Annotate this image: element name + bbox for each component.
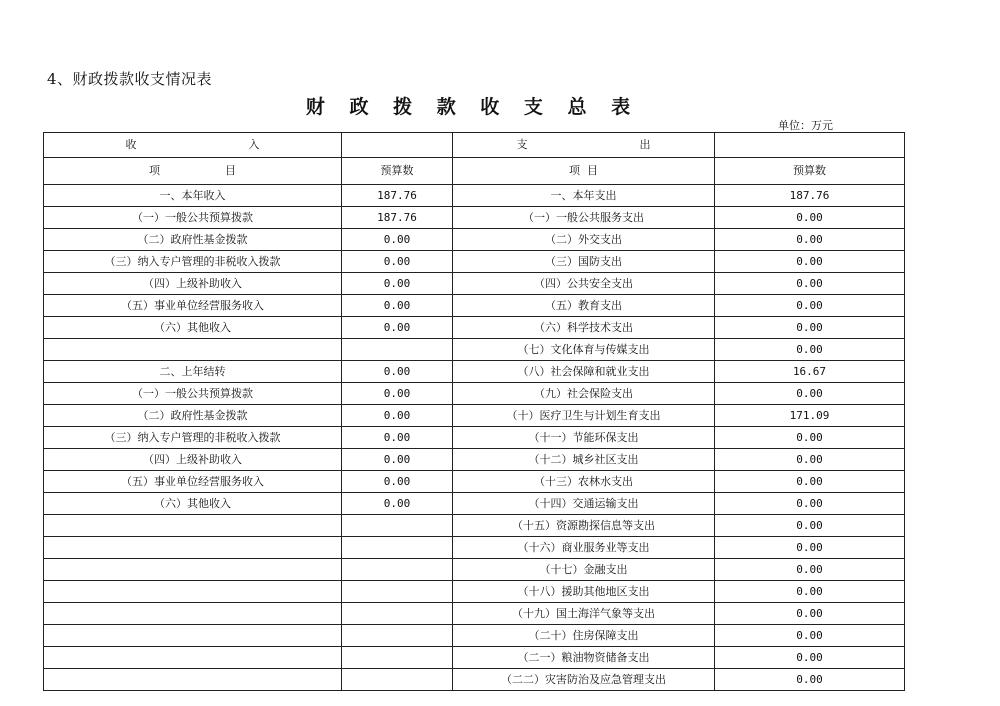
- expense-value-cell: 0.00: [715, 647, 905, 669]
- table-row: [44, 207, 905, 229]
- income-group-blank: [342, 133, 453, 158]
- table-row: [44, 273, 905, 295]
- table-row: [44, 581, 905, 603]
- income-value-cell: 0.00: [342, 361, 453, 383]
- income-budget-header: 预算数: [342, 158, 453, 185]
- income-value-cell: 0.00: [342, 405, 453, 427]
- expense-item-cell: （一）一般公共服务支出: [453, 207, 715, 229]
- income-value-cell: [342, 669, 453, 691]
- expense-group-label-b: 出: [639, 138, 651, 151]
- income-value-cell: 0.00: [342, 383, 453, 405]
- income-value-cell: 0.00: [342, 471, 453, 493]
- income-item-cell: [44, 647, 342, 669]
- table-row: [44, 449, 905, 471]
- income-item-cell: （三）纳入专户管理的非税收入拨款: [44, 251, 342, 273]
- table-row: [44, 185, 905, 207]
- expense-value-cell: 0.00: [715, 559, 905, 581]
- income-item-cell: [44, 339, 342, 361]
- income-item-cell: （四）上级补助收入: [44, 273, 342, 295]
- table-row: [44, 361, 905, 383]
- table-row: [44, 559, 905, 581]
- expense-item-cell: （四）公共安全支出: [453, 273, 715, 295]
- table-row: [44, 339, 905, 361]
- income-value-cell: 0.00: [342, 317, 453, 339]
- income-value-cell: [342, 603, 453, 625]
- income-item-header: [44, 158, 342, 185]
- income-value-cell: 0.00: [342, 449, 453, 471]
- expense-value-cell: 0.00: [715, 427, 905, 449]
- expense-group-label-a: 支: [516, 138, 528, 151]
- fiscal-appropriation-table: [43, 132, 905, 691]
- expense-item-header: 项 目: [453, 158, 715, 185]
- expense-budget-header: 预算数: [715, 158, 905, 185]
- expense-value-cell: 0.00: [715, 515, 905, 537]
- income-item-cell: （三）纳入专户管理的非税收入拨款: [44, 427, 342, 449]
- expense-item-cell: （十三）农林水支出: [453, 471, 715, 493]
- table-row: [44, 405, 905, 427]
- table-row: [44, 537, 905, 559]
- expense-item-cell: （二二）灾害防治及应急管理支出: [453, 669, 715, 691]
- expense-item-cell: 一、本年支出: [453, 185, 715, 207]
- income-item-cell: [44, 625, 342, 647]
- income-item-cell: （四）上级补助收入: [44, 449, 342, 471]
- table-row: [44, 251, 905, 273]
- income-item-cell: [44, 559, 342, 581]
- expense-group-blank: [715, 133, 905, 158]
- expense-value-cell: 0.00: [715, 339, 905, 361]
- income-item-cell: [44, 603, 342, 625]
- income-value-cell: [342, 339, 453, 361]
- income-value-cell: [342, 581, 453, 603]
- expense-value-cell: 0.00: [715, 493, 905, 515]
- expense-value-cell: 16.67: [715, 361, 905, 383]
- expense-item-cell: （八）社会保障和就业支出: [453, 361, 715, 383]
- income-item-cell: （二）政府性基金拨款: [44, 405, 342, 427]
- expense-item-cell: （十）医疗卫生与计划生育支出: [453, 405, 715, 427]
- expense-item-cell: （十八）援助其他地区支出: [453, 581, 715, 603]
- income-item-header-a: 项: [149, 164, 160, 177]
- income-group-label-a: 收: [125, 138, 137, 151]
- expense-item-cell: （九）社会保险支出: [453, 383, 715, 405]
- expense-item-cell: （十九）国土海洋气象等支出: [453, 603, 715, 625]
- table-row: [44, 493, 905, 515]
- expense-value-cell: 187.76: [715, 185, 905, 207]
- income-value-cell: [342, 515, 453, 537]
- expense-value-cell: 0.00: [715, 273, 905, 295]
- expense-item-cell: （十七）金融支出: [453, 559, 715, 581]
- section-heading: 4、财政拨款收支情况表: [47, 70, 213, 88]
- table-row: [44, 669, 905, 691]
- income-item-cell: （五）事业单位经营服务收入: [44, 471, 342, 493]
- table-row: [44, 317, 905, 339]
- expense-value-cell: 0.00: [715, 603, 905, 625]
- income-item-cell: [44, 515, 342, 537]
- income-value-cell: 0.00: [342, 493, 453, 515]
- expense-item-cell: （十一）节能环保支出: [453, 427, 715, 449]
- income-value-cell: [342, 647, 453, 669]
- income-value-cell: 187.76: [342, 185, 453, 207]
- expense-item-cell: （二一）粮油物资储备支出: [453, 647, 715, 669]
- income-value-cell: 0.00: [342, 273, 453, 295]
- expense-item-cell: （三）国防支出: [453, 251, 715, 273]
- expense-item-cell: （五）教育支出: [453, 295, 715, 317]
- table-row: [44, 427, 905, 449]
- income-value-cell: 0.00: [342, 251, 453, 273]
- expense-value-cell: 0.00: [715, 317, 905, 339]
- expense-value-cell: 0.00: [715, 581, 905, 603]
- expense-value-cell: 0.00: [715, 383, 905, 405]
- income-item-cell: 二、上年结转: [44, 361, 342, 383]
- expense-value-cell: 0.00: [715, 537, 905, 559]
- unit-label: 单位：万元: [778, 119, 833, 132]
- expense-item-cell: （六）科学技术支出: [453, 317, 715, 339]
- table-row: [44, 295, 905, 317]
- table-row: [44, 471, 905, 493]
- expense-value-cell: 0.00: [715, 625, 905, 647]
- expense-value-cell: 0.00: [715, 449, 905, 471]
- column-header-row: [44, 158, 905, 185]
- expense-value-cell: 0.00: [715, 669, 905, 691]
- income-item-cell: [44, 581, 342, 603]
- table-row: [44, 647, 905, 669]
- table-body: [44, 185, 905, 691]
- table-row: [44, 625, 905, 647]
- income-item-cell: （一）一般公共预算拨款: [44, 207, 342, 229]
- expense-group-header: [453, 133, 715, 158]
- expense-value-cell: 0.00: [715, 229, 905, 251]
- income-item-cell: （一）一般公共预算拨款: [44, 383, 342, 405]
- income-item-cell: [44, 669, 342, 691]
- income-item-cell: 一、本年收入: [44, 185, 342, 207]
- income-item-cell: （六）其他收入: [44, 317, 342, 339]
- group-header-row: [44, 133, 905, 158]
- expense-item-cell: （二）外交支出: [453, 229, 715, 251]
- income-value-cell: 0.00: [342, 427, 453, 449]
- table-row: [44, 383, 905, 405]
- income-value-cell: 0.00: [342, 229, 453, 251]
- income-value-cell: [342, 537, 453, 559]
- income-item-cell: [44, 537, 342, 559]
- income-item-cell: （二）政府性基金拨款: [44, 229, 342, 251]
- expense-item-cell: （十二）城乡社区支出: [453, 449, 715, 471]
- table-row: [44, 229, 905, 251]
- income-value-cell: 0.00: [342, 295, 453, 317]
- expense-item-cell: （七）文化体育与传媒支出: [453, 339, 715, 361]
- income-group-header: [44, 133, 342, 158]
- income-item-cell: （五）事业单位经营服务收入: [44, 295, 342, 317]
- expense-item-cell: （十五）资源勘探信息等支出: [453, 515, 715, 537]
- table-row: [44, 515, 905, 537]
- table-row: [44, 603, 905, 625]
- income-item-header-b: 目: [225, 164, 236, 177]
- expense-value-cell: 171.09: [715, 405, 905, 427]
- expense-value-cell: 0.00: [715, 251, 905, 273]
- table-title: 财 政 拨 款 收 支 总 表: [305, 96, 640, 118]
- income-group-label-b: 入: [248, 138, 260, 151]
- expense-value-cell: 0.00: [715, 207, 905, 229]
- income-value-cell: 187.76: [342, 207, 453, 229]
- expense-item-cell: （二十）住房保障支出: [453, 625, 715, 647]
- expense-item-cell: （十四）交通运输支出: [453, 493, 715, 515]
- expense-item-cell: （十六）商业服务业等支出: [453, 537, 715, 559]
- income-value-cell: [342, 625, 453, 647]
- income-value-cell: [342, 559, 453, 581]
- expense-value-cell: 0.00: [715, 295, 905, 317]
- expense-value-cell: 0.00: [715, 471, 905, 493]
- income-item-cell: （六）其他收入: [44, 493, 342, 515]
